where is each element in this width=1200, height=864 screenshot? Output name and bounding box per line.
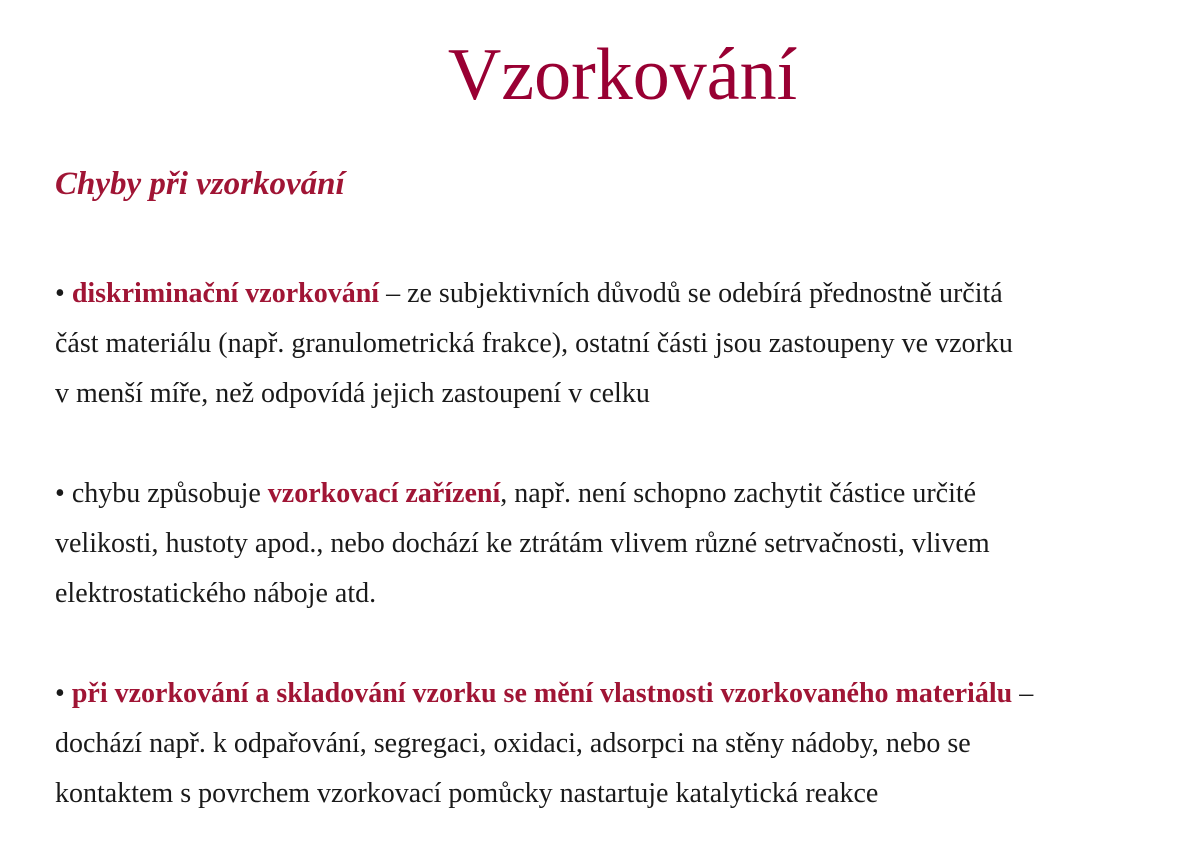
section-subtitle: Chyby při vzorkování [55,166,345,202]
bullet-line: část materiálu (např. granulometrická frakce), ostatní části jsou zastoupeny ve vzorku [55,328,1013,359]
bullet-text: – [1012,678,1034,709]
bullet-line: dochází např. k odpařování, segregaci, oxidaci, adsorpci na stěny nádoby, nebo se [55,728,971,759]
bullet-line: elektrostatického náboje atd. [55,578,377,609]
bullet-line: v menší míře, než odpovídá jejich zastoupení v celku [55,378,650,409]
bullet-text: chybu způsobuje [71,478,268,509]
bullet-line [55,669,1195,719]
highlight-term: při vzorkování a skladování vzorku se mění vlastnosti vzorkovaného materiálu [71,678,1013,709]
bullet-text: – ze subjektivních důvodů se odebírá přednostně určitá [379,278,1003,309]
bullet-item-storage-changes [55,669,1195,819]
highlight-term: vzorkovací zařízení [267,478,501,509]
bullet-line: velikosti, hustoty apod., nebo dochází ke ztrátám vlivem různé setrvačnosti, vlivem [55,528,990,559]
bullet-line [55,269,1195,319]
bullet-line: kontaktem s povrchem vzorkovací pomůcky nastartuje katalytická reakce [55,778,879,809]
bullet-text: , např. není schopno zachytit částice určité [500,478,977,509]
bullet-marker: • [55,278,65,309]
page-title: Vzorkování [447,34,798,116]
bullet-marker: • [55,478,65,509]
highlight-term: diskriminační vzorkování [71,278,380,309]
bullet-marker: • [55,678,65,709]
bullet-item-discriminative-sampling [55,269,1195,419]
bullet-line [55,469,1195,519]
bullet-item-sampling-device [55,469,1195,619]
